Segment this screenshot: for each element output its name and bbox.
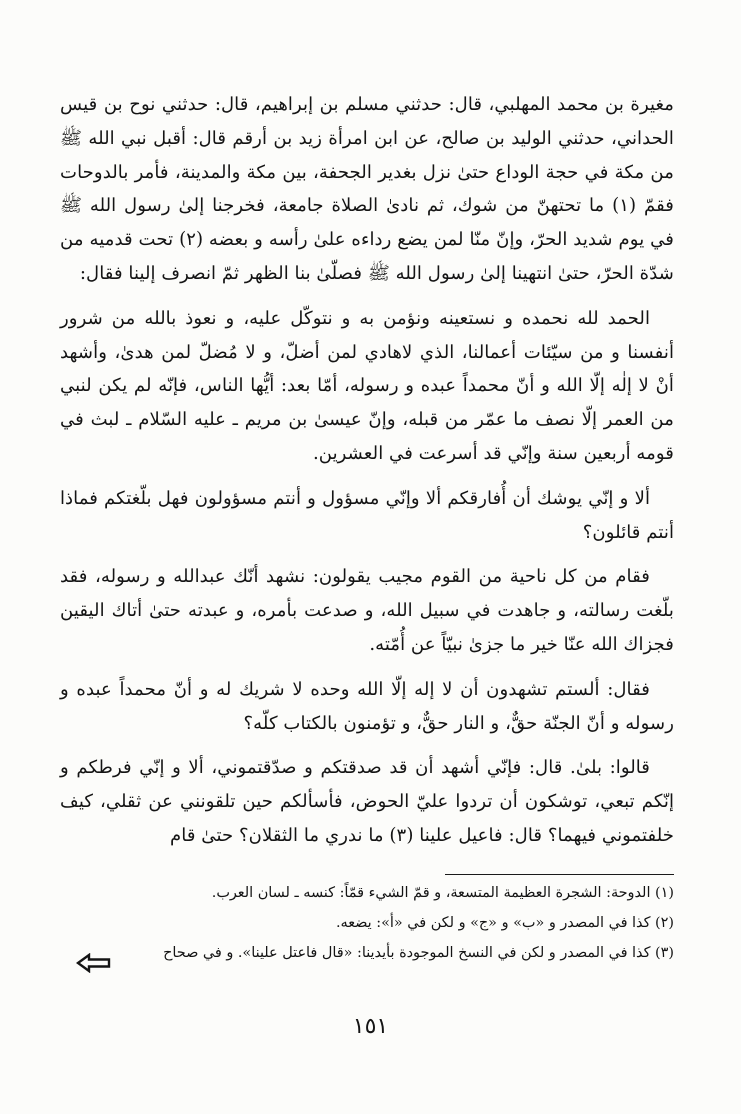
- footnote-1: (١) الدوحة: الشجرة العظيمة المتسعة، و قمّ الشيء قمّاً: كنسه ـ لسان العرب.: [211, 885, 674, 901]
- paragraph-sermon-opening: الحمد لله نحمده و نستعينه ونؤمن به و نتوكّل عليه، و نعوذ بالله من شرور أنفسنا و من سيّئات أعمالنا، الذي لاهادي لمن أضلّ، و لا مُضلّ لمن هدىٰ، وأشهد أنْ لا إلٰه إلّا الله و أنّ محمداً عبده و رسوله، أمّا بعد: أيُّها الناس، فإنّه لم يكن لنبي من العمر إلّا نصف ما عمّر من قبله، وإنّ عيسىٰ بن مريم ـ عليه السّلام ـ لبث في قومه أربعين سنة وإنّي قد أسرعت في العشرين.: [60, 307, 674, 464]
- paragraph-hadith-chain: مغيرة بن محمد المهلبي، قال: حدثني مسلم بن إبراهيم، قال: حدثني نوح بن قيس الحداني، حدثني الوليد بن صالح، عن ابن امرأة زيد بن أرقم قال: أقبل نبي الله ﷺ من مكة في حجة الوداع حتىٰ نزل بغدير الجحفة، بين مكة والمدينة، فأمر بالدوحات فقمّ (١) ما تحتهنّ من شوك، ثم نادىٰ الصلاة جامعة، فخرجنا إلىٰ رسول الله ﷺ في يوم شديد الحرّ، وإنّ منّا لمن يضع رداءه علىٰ رأسه و بعضه (٢) تحت قدميه من شدّة الحرّ، حتىٰ انتهينا إلىٰ رسول الله ﷺ فصلّىٰ بنا الظهر ثمّ انصرف إلينا فقال:: [60, 94, 674, 284]
- footnote-divider: [445, 874, 674, 875]
- footnote-3: (٣) كذا في المصدر و لكن في النسخ الموجودة بأيدينا: «قال فاعتل علينا». و في صحاح: [163, 945, 674, 961]
- paragraph-testimony: فقال: ألستم تشهدون أن لا إله إلّا الله وحده لا شريك له و أنّ محمداً عبده و رسوله و أنّ الجنّة حقٌّ، و النار حقٌّ، و تؤمنون بالكتاب كلّه؟: [60, 678, 674, 734]
- paragraph-thaqalayn: قالوا: بلىٰ. قال: فإنّي أشهد أن قد صدقتكم و صدّقتموني، ألا و إنّي فرطكم و إنّكم تبعي، توشكون أن تردوا عليّ الحوض، فأسألكم حين تلقونني عن ثقلي، كيف خلفتموني فيهما؟ قال: فاعيل علينا (٣) ما ندري ما الثقلان؟ حتىٰ قام: [60, 757, 674, 846]
- paragraph-people-reply: فقام من كل ناحية من القوم مجيب يقولون: نشهد أنّك عبدالله و رسوله، فقد بلّغت رسالته، و جاهدت في سبيل الله، و صدعت بأمره، و عبدته حتىٰ أتاك اليقين فجزاك الله عنّا خير ما جزىٰ نبيّاً عن أُمّته.: [60, 566, 674, 655]
- footnote-2: (٢) كذا في المصدر و «ب» و «ج» و لكن في «أ»: يضعه.: [335, 915, 674, 931]
- page-number: ١٥١: [352, 1014, 389, 1039]
- arrow-left-outline-icon: [76, 953, 112, 973]
- main-text: [60, 88, 674, 853]
- footnotes: [60, 878, 674, 968]
- paragraph-question: ألا و إنّي يوشك أن أُفارقكم ألا وإنّي مسؤول و أنتم مسؤولون فهل بلّغتكم فماذا أنتم قائلون؟: [60, 487, 674, 543]
